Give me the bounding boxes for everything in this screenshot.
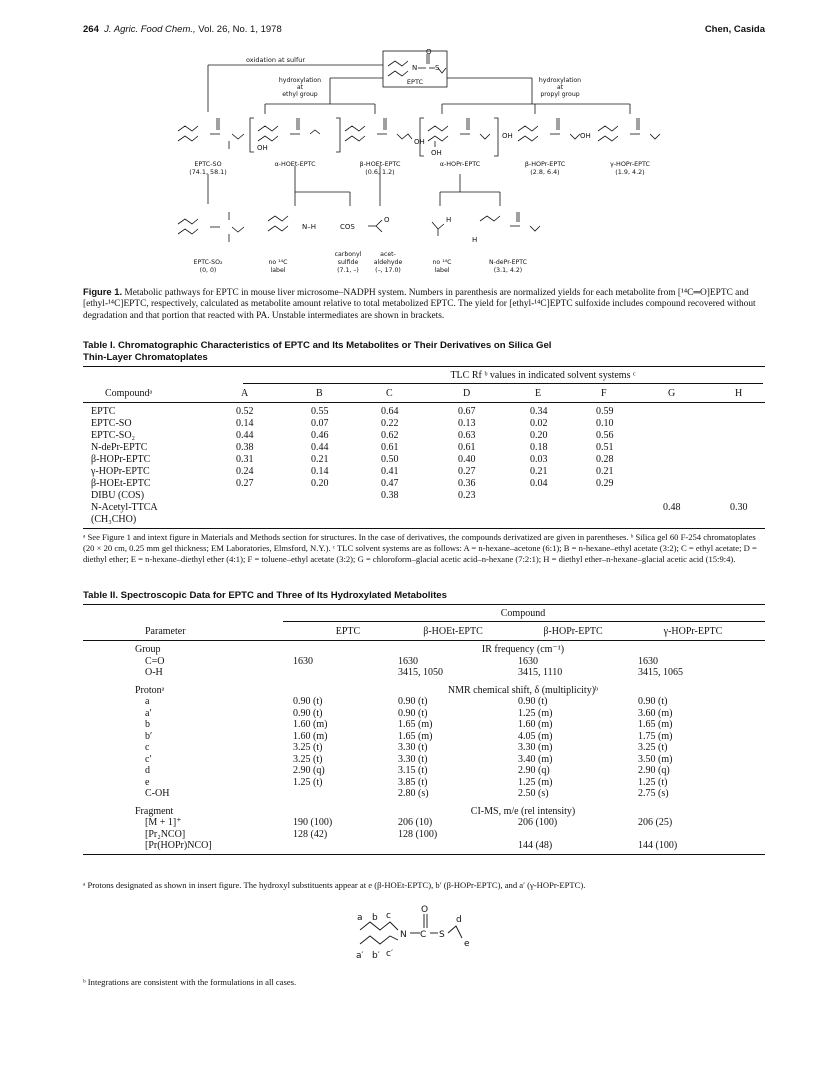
figure-label: Figure 1. bbox=[83, 286, 123, 297]
rf-value: 0.07 bbox=[311, 418, 329, 429]
oh-ethyl-alpha: OH bbox=[257, 144, 268, 152]
cos-label: COS bbox=[340, 223, 355, 231]
table-1-spanner: TLC Rf ᵇ values in indicated solvent systems ᶜ bbox=[450, 370, 636, 381]
table-row bbox=[83, 742, 765, 754]
rf-value: 0.10 bbox=[596, 418, 614, 429]
table-2-title: Table II. Spectroscopic Data for EPTC and Three of Its Hydroxylated Metabolites bbox=[83, 590, 447, 601]
compound-name: EPTC-SO₂ bbox=[91, 430, 136, 441]
spectral-value: 3415, 1110 bbox=[518, 667, 563, 678]
product-yield: (7.1, –) bbox=[337, 267, 359, 274]
insert-label-d: d bbox=[456, 915, 462, 925]
journal-volume: Vol. 26, No. 1, 1978 bbox=[198, 24, 282, 35]
compound-name: EPTC-SO bbox=[91, 418, 132, 429]
rf-value: 0.28 bbox=[596, 454, 614, 465]
product-name: no ¹⁴C bbox=[268, 259, 288, 266]
parameter-name: C=O bbox=[145, 655, 165, 667]
rf-value: 0.20 bbox=[530, 430, 548, 441]
table-row bbox=[83, 708, 765, 720]
table-1-title bbox=[83, 340, 765, 364]
rf-value: 0.18 bbox=[530, 442, 548, 453]
parameter-name: d bbox=[145, 765, 150, 776]
product-name: no ¹⁴C bbox=[432, 259, 452, 266]
spectral-value: 3.25 (t) bbox=[638, 742, 668, 753]
table-row bbox=[83, 788, 765, 800]
table-row bbox=[83, 656, 765, 668]
parameter-name: b′ bbox=[145, 730, 153, 742]
insert-o-atom: O bbox=[421, 905, 429, 915]
table-1-title-line2: Thin-Layer Chromatoplates bbox=[83, 352, 208, 363]
spectral-value: 1.25 (t) bbox=[638, 776, 668, 788]
metabolite-name: γ-HOPr-EPTC bbox=[609, 160, 651, 168]
table-row bbox=[83, 442, 765, 454]
spectral-value: 1.75 (m) bbox=[638, 730, 673, 742]
compound-header: Compoundᵃ bbox=[105, 388, 153, 399]
metabolite-name: β-HOPr-EPTC bbox=[524, 160, 566, 168]
parameter-name: O-H bbox=[145, 667, 163, 678]
table-1-header-row bbox=[83, 388, 765, 400]
metabolic-pathway-scheme bbox=[150, 46, 700, 284]
column-header: EPTC bbox=[335, 626, 361, 637]
rf-value: 0.27 bbox=[236, 478, 254, 489]
table-row bbox=[83, 430, 765, 442]
eptc-n-atom: N bbox=[412, 64, 418, 72]
rf-value: 0.03 bbox=[530, 454, 548, 465]
spectral-value: 1.25 (t) bbox=[293, 776, 323, 788]
compound-name: β-HOEt-EPTC bbox=[91, 478, 151, 489]
rf-value: 0.20 bbox=[311, 478, 329, 489]
acetaldehyde-o: O bbox=[384, 216, 390, 224]
table-row bbox=[83, 696, 765, 708]
compound-name: DIBU (COS) bbox=[91, 490, 145, 501]
spectral-value: 206 (10) bbox=[398, 817, 433, 828]
rf-value: 0.24 bbox=[236, 466, 254, 477]
insert-s-atom: S bbox=[439, 930, 445, 940]
spectral-value: 1.60 (m) bbox=[293, 730, 328, 742]
column-header: β-HOPr-EPTC bbox=[543, 626, 603, 637]
table-row bbox=[83, 466, 765, 478]
rf-value: 0.34 bbox=[530, 406, 548, 417]
right-branch-line2: at bbox=[556, 84, 564, 91]
right-branch-line1: hydroxylation bbox=[538, 77, 582, 84]
parameter-name: a bbox=[145, 696, 150, 707]
rf-value: 0.40 bbox=[458, 454, 476, 465]
product-yield: (0, 0) bbox=[199, 267, 217, 274]
section-heading: CI-MS, m/e (rel intensity) bbox=[470, 805, 576, 817]
left-branch-line2: at bbox=[296, 84, 304, 91]
rf-value: 0.62 bbox=[381, 430, 399, 441]
compound-name: (CH₃CHO) bbox=[91, 514, 137, 525]
parameter-name: Group bbox=[135, 644, 161, 655]
metabolite-name: β-HOEt-EPTC bbox=[359, 160, 401, 168]
column-header: β-HOEt-EPTC bbox=[423, 626, 483, 637]
page-header bbox=[83, 24, 765, 38]
proton-designation-insert bbox=[340, 900, 490, 970]
spectral-value: 206 (100) bbox=[518, 817, 558, 828]
table-2-bottom-rule bbox=[83, 854, 765, 855]
rf-value: 0.56 bbox=[596, 430, 614, 441]
table-1-top-rule bbox=[83, 366, 765, 367]
oh-propyl-beta: OH bbox=[502, 132, 513, 140]
header-left bbox=[83, 24, 282, 35]
rf-value: 0.48 bbox=[663, 502, 681, 513]
product-yield: (3.1, 4.2) bbox=[493, 267, 523, 274]
spectral-value: 1630 bbox=[638, 655, 658, 667]
rf-value: 0.30 bbox=[730, 502, 748, 513]
spectral-value: 1630 bbox=[518, 655, 538, 667]
metabolite-yield: (1.9, 4.2) bbox=[615, 168, 645, 176]
insert-c-atom: C bbox=[420, 930, 427, 940]
dePr-h: H bbox=[472, 236, 478, 244]
table-1-spanner-rule bbox=[243, 383, 763, 384]
rf-value: 0.22 bbox=[381, 418, 399, 429]
spectral-value: 1630 bbox=[293, 655, 313, 667]
spectral-value: 128 (42) bbox=[293, 828, 328, 840]
table-row bbox=[83, 514, 765, 526]
parameter-name: c bbox=[145, 742, 150, 753]
rf-value: 0.14 bbox=[311, 466, 329, 477]
parameter-header: Parameter bbox=[145, 626, 186, 637]
figure-caption-text: Metabolic pathways for EPTC in mouse liver microsome–NADPH system. Numbers in parenthesis are normalized yields for each metabolite from [¹⁴C═O]EPTC and [ethyl-¹⁴C]EPTC, respectively, calculated as metabolite amount relative to total metabolized EPTC. The yield for [ethyl-¹⁴C]EPTC sulfoxide includes compound recovered without degradation and that portion that reacted with PA. Unstable intermediates are shown in brackets. bbox=[83, 288, 756, 321]
product-yield: sulfide bbox=[337, 259, 359, 266]
table-2-footnote-b: ᵇ Integrations are consistent with the formulations in all cases. bbox=[83, 977, 297, 987]
table-row bbox=[83, 829, 765, 841]
table-row bbox=[83, 806, 765, 818]
rf-value: 0.64 bbox=[381, 406, 399, 417]
parameter-name: [M + 1]⁺ bbox=[145, 817, 182, 828]
table-2-footnote-a: ᵃ Protons designated as shown in insert figure. The hydroxyl substituents appear at e (β-HOEt-EPTC), b′ (β-HOPr-EPTC), and a′ (γ-HOPr-EPTC). bbox=[83, 880, 586, 890]
table-row bbox=[83, 719, 765, 731]
rf-value: 0.38 bbox=[381, 490, 399, 501]
rf-value: 0.21 bbox=[311, 454, 329, 465]
parameter-name: [Pr₂NCO] bbox=[145, 828, 186, 840]
spectral-value: 3.15 (t) bbox=[398, 765, 428, 776]
spectral-value: 2.90 (q) bbox=[518, 765, 550, 776]
product-yield: label bbox=[270, 267, 286, 274]
eptc-box-label: EPTC bbox=[406, 78, 424, 86]
spectral-value: 2.75 (s) bbox=[638, 788, 669, 799]
right-branch-line3: propyl group bbox=[540, 91, 580, 98]
rf-value: 0.67 bbox=[458, 406, 476, 417]
table-1-bottom-rule bbox=[83, 528, 765, 529]
oh-propyl-alpha: OH bbox=[431, 149, 442, 157]
page-number: 264 bbox=[83, 24, 99, 35]
rf-value: 0.46 bbox=[311, 430, 329, 441]
metabolite-name: EPTC-SO bbox=[194, 160, 222, 168]
oh-ethyl-beta: OH bbox=[414, 138, 425, 146]
rf-value: 0.63 bbox=[458, 430, 476, 441]
spectral-value: 206 (25) bbox=[638, 817, 673, 828]
spectral-value: 0.90 (t) bbox=[518, 696, 548, 707]
table-2-spanner-rule bbox=[283, 621, 765, 622]
column-header: γ-HOPr-EPTC bbox=[663, 626, 723, 637]
column-header-h: H bbox=[735, 388, 743, 399]
eptc-s-atom: S bbox=[435, 64, 440, 72]
parameter-name: Protonᵃ bbox=[135, 684, 165, 696]
spectral-value: 3415, 1050 bbox=[398, 667, 443, 678]
column-header-g: G bbox=[668, 388, 676, 399]
rf-value: 0.02 bbox=[530, 418, 548, 429]
journal-name: J. Agric. Food Chem., bbox=[104, 24, 196, 35]
rf-value: 0.14 bbox=[236, 418, 254, 429]
left-branch-line3: ethyl group bbox=[282, 91, 318, 98]
rf-value: 0.04 bbox=[530, 478, 548, 489]
section-heading: IR frequency (cm⁻¹) bbox=[481, 644, 565, 655]
table-row bbox=[83, 667, 765, 679]
parameter-name: b bbox=[145, 719, 150, 730]
column-header-e: E bbox=[535, 388, 542, 399]
table-row bbox=[83, 731, 765, 743]
left-branch-line1: hydroxylation bbox=[278, 77, 322, 84]
spectral-value: 2.50 (s) bbox=[518, 788, 549, 799]
table-row bbox=[83, 406, 765, 418]
spectral-value: 1630 bbox=[398, 655, 418, 667]
column-header-f: F bbox=[601, 388, 607, 399]
amine-label: N–H bbox=[302, 223, 316, 231]
spectral-value: 1.60 (m) bbox=[293, 719, 328, 730]
rf-value: 0.21 bbox=[530, 466, 548, 477]
oxidation-label: oxidation at sulfur bbox=[246, 56, 306, 64]
metabolite-yield: (74.1, 58.1) bbox=[189, 168, 227, 176]
rf-value: 0.21 bbox=[596, 466, 614, 477]
spectral-value: 1.60 (m) bbox=[518, 719, 553, 730]
table-row bbox=[83, 840, 765, 852]
spectral-value: 2.80 (s) bbox=[398, 788, 429, 799]
insert-label-e: e bbox=[464, 939, 470, 949]
compound-name: EPTC bbox=[91, 406, 116, 417]
spectral-value: 3.25 (t) bbox=[293, 742, 323, 753]
table-2-top-rule bbox=[83, 604, 765, 605]
spectral-value: 1.25 (m) bbox=[518, 707, 553, 719]
rf-value: 0.27 bbox=[458, 466, 476, 477]
insert-label-a: a bbox=[357, 913, 363, 923]
rf-value: 0.38 bbox=[236, 442, 254, 453]
spectral-value: 3.30 (t) bbox=[398, 753, 428, 765]
rf-value: 0.31 bbox=[236, 454, 254, 465]
table-row bbox=[83, 418, 765, 430]
spectral-value: 0.90 (t) bbox=[293, 707, 323, 719]
metabolite-yield: (2.8, 6.4) bbox=[530, 168, 560, 176]
table-2-header-row bbox=[83, 626, 765, 638]
rf-value: 0.47 bbox=[381, 478, 399, 489]
table-row bbox=[83, 754, 765, 766]
table-1-header-rule bbox=[83, 402, 765, 403]
table-row bbox=[83, 478, 765, 490]
spectral-value: 4.05 (m) bbox=[518, 730, 553, 742]
spectral-value: 144 (100) bbox=[638, 840, 678, 851]
table-row bbox=[83, 502, 765, 514]
rf-value: 0.61 bbox=[458, 442, 476, 453]
product-name: N-dePr-EPTC bbox=[489, 259, 527, 266]
spectral-value: 190 (100) bbox=[293, 817, 333, 828]
table-row bbox=[83, 765, 765, 777]
column-header-a: A bbox=[241, 388, 249, 399]
compound-name: γ-HOPr-EPTC bbox=[91, 466, 150, 477]
insert-label-a-prime: a′ bbox=[356, 951, 364, 961]
spectral-value: 1.25 (m) bbox=[518, 776, 553, 788]
product-name: acet- bbox=[380, 251, 396, 258]
spectral-value: 3.25 (t) bbox=[293, 753, 323, 765]
spectral-value: 0.90 (t) bbox=[398, 696, 428, 707]
table-row bbox=[83, 644, 765, 656]
rf-value: 0.44 bbox=[236, 430, 254, 441]
rf-value: 0.50 bbox=[381, 454, 399, 465]
spectral-value: 0.90 (t) bbox=[638, 696, 668, 707]
spectral-value: 3.85 (t) bbox=[398, 776, 428, 788]
product-yield: label bbox=[434, 267, 450, 274]
product-name: EPTC-SO₂ bbox=[193, 259, 223, 266]
metabolite-yield: (0.6, 1.2) bbox=[365, 168, 395, 176]
compound-name: N-Acetyl-TTCA bbox=[91, 502, 158, 513]
column-header-b: B bbox=[316, 388, 323, 399]
product-name: carbonyl bbox=[334, 251, 362, 258]
table-row bbox=[83, 817, 765, 829]
parameter-name: [Pr(HOPr)NCO] bbox=[145, 840, 212, 851]
spectral-value: 3.40 (m) bbox=[518, 753, 553, 765]
section-heading: NMR chemical shift, δ (multiplicity)ᵇ bbox=[447, 684, 599, 696]
spectral-value: 1.65 (m) bbox=[638, 719, 673, 730]
spectral-value: 3415, 1065 bbox=[638, 667, 683, 678]
acetaldehyde-h: H bbox=[446, 216, 452, 224]
product-yield: aldehyde bbox=[373, 259, 403, 266]
column-header-d: D bbox=[463, 388, 471, 399]
rf-value: 0.41 bbox=[381, 466, 399, 477]
compound-name: N-dePr-EPTC bbox=[91, 442, 148, 453]
compound-name: β-HOPr-EPTC bbox=[91, 454, 151, 465]
spectral-value: 3.60 (m) bbox=[638, 707, 673, 719]
insert-label-c-prime: c′ bbox=[386, 949, 393, 959]
table-row bbox=[83, 454, 765, 466]
spectral-value: 3.30 (m) bbox=[518, 742, 553, 753]
rf-value: 0.51 bbox=[596, 442, 614, 453]
table-row bbox=[83, 685, 765, 697]
table-2-spanner: Compound bbox=[500, 608, 546, 619]
spectral-value: 144 (48) bbox=[518, 840, 553, 851]
spectral-value: 1.65 (m) bbox=[398, 730, 433, 742]
product-yield: (–, 17.0) bbox=[375, 267, 401, 274]
table-row bbox=[83, 777, 765, 789]
eptc-o-atom: O bbox=[426, 48, 432, 56]
parameter-name: a′ bbox=[145, 707, 152, 719]
rf-value: 0.13 bbox=[458, 418, 476, 429]
metabolite-name: α-HOPr-EPTC bbox=[439, 160, 481, 168]
spectral-value: 0.90 (t) bbox=[398, 707, 428, 719]
spectral-value: 2.90 (q) bbox=[293, 765, 325, 776]
rf-value: 0.44 bbox=[311, 442, 329, 453]
rf-value: 0.61 bbox=[381, 442, 399, 453]
parameter-name: e bbox=[145, 776, 150, 788]
insert-label-c: c bbox=[386, 911, 391, 921]
spectral-value: 128 (100) bbox=[398, 828, 438, 840]
rf-value: 0.23 bbox=[458, 490, 476, 501]
oh-propyl-gamma: OH bbox=[580, 132, 591, 140]
parameter-name: C-OH bbox=[145, 788, 170, 799]
insert-label-b-prime: b′ bbox=[372, 951, 380, 961]
table-row bbox=[83, 490, 765, 502]
parameter-name: c′ bbox=[145, 753, 152, 765]
rf-value: 0.55 bbox=[311, 406, 329, 417]
rf-value: 0.36 bbox=[458, 478, 476, 489]
spectral-value: 3.30 (t) bbox=[398, 742, 428, 753]
insert-n-atom: N bbox=[400, 930, 407, 940]
metabolite-name: α-HOEt-EPTC bbox=[274, 160, 316, 168]
header-authors: Chen, Casida bbox=[704, 24, 765, 35]
spectral-value: 0.90 (t) bbox=[293, 696, 323, 707]
table-1-title-line1: Table I. Chromatographic Characteristics of EPTC and Its Metabolites or Their Derivatives on Silica Gel bbox=[83, 340, 552, 351]
rf-value: 0.59 bbox=[596, 406, 614, 417]
insert-label-b: b bbox=[372, 913, 378, 923]
spectral-value: 3.50 (m) bbox=[638, 753, 673, 765]
table-2-header-rule bbox=[83, 640, 765, 641]
table-1-footnote: ᵃ See Figure 1 and intext figure in Materials and Methods section for structures. In the case of derivatives, the compounds derivatized are given in parentheses. ᵇ Silica gel 60 F-254 chromatoplates (20 × 20 cm, 0.25 mm gel thickness; EM Laboratories, Elmsford, N.Y.). ᶜ TLC solvent systems are as follows: A = n-hexane–acetone (6:1); B = n-hexane–ethyl acetate (3:2); C = ethyl acetate; D = diethyl ether; E = n-hexane–diethyl ether (4:1); F = toluene–ethyl acetate (3:2); G = chloroform–glacial acetic acid–n-hexane (7:2:1); H = diethyl ether–n-hexane–glacial acetic acid (15:9:4). bbox=[83, 532, 757, 564]
rf-value: 0.52 bbox=[236, 406, 254, 417]
figure-1-caption bbox=[83, 286, 765, 322]
parameter-name: Fragment bbox=[135, 805, 174, 817]
column-header-c: C bbox=[386, 388, 393, 399]
spectral-value: 2.90 (q) bbox=[638, 765, 670, 776]
rf-value: 0.29 bbox=[596, 478, 614, 489]
spectral-value: 1.65 (m) bbox=[398, 719, 433, 730]
